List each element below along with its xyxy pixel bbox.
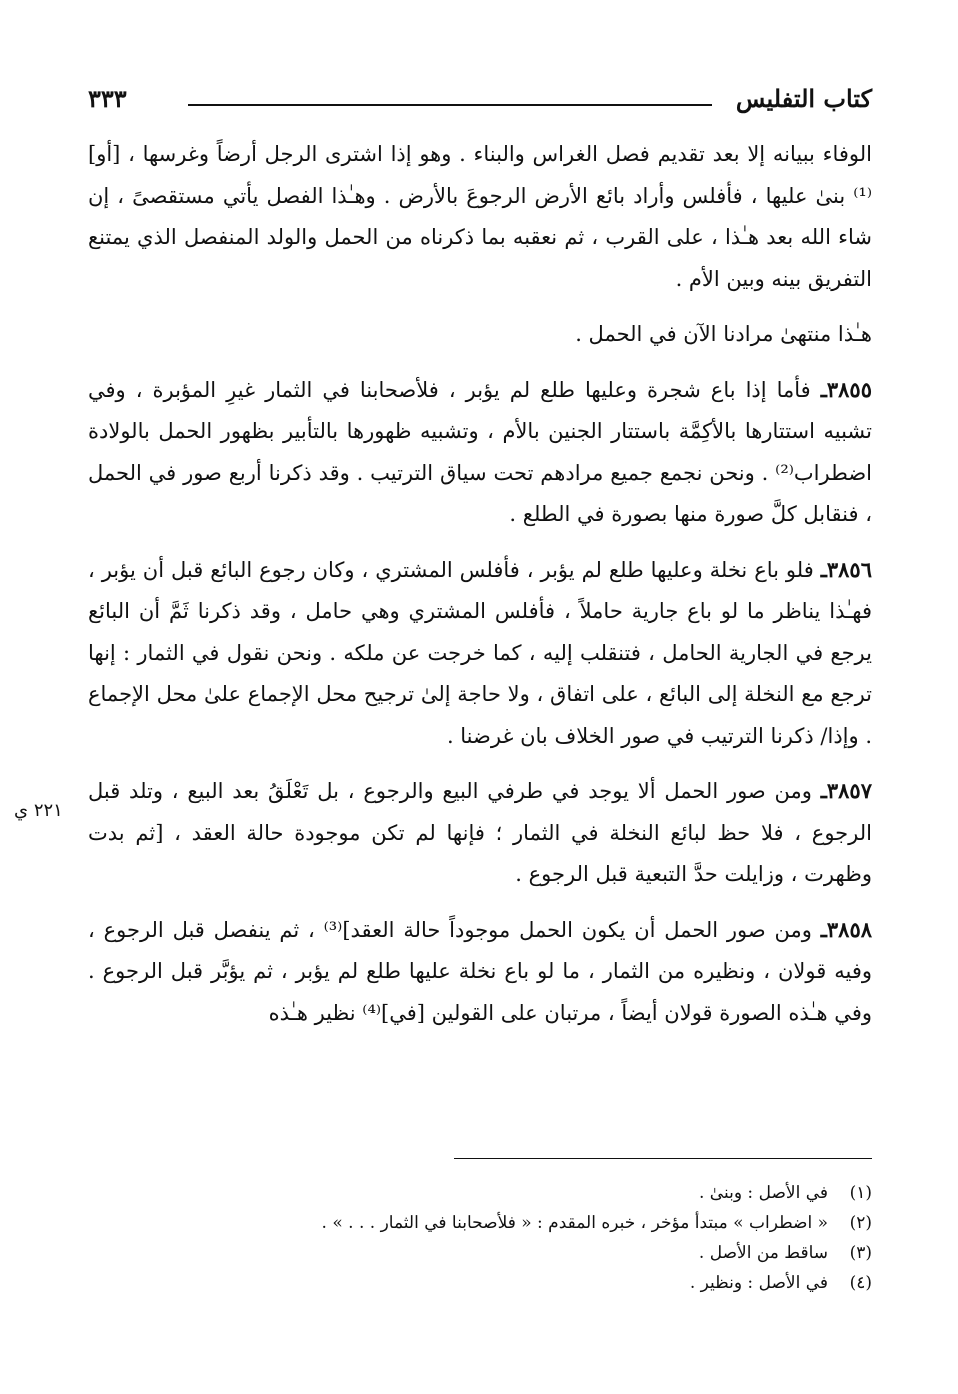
footnote <box>88 1208 872 1238</box>
paragraph <box>88 369 872 536</box>
main-text <box>88 133 872 1034</box>
page-number: ٣٣٣ <box>88 84 127 113</box>
paragraph-text: ومن صور الحمل أن يكون الحمل موجوداً حالة العقد]⁽³⁾ ، ثم ينفصل قبل الرجوع ، وفيه قولان ، ونظيره من الثمار ، ما لو باع نخلة عليها طلع لم يؤبر ، ثم يؤبَّر قبل الرجوع . وفي هـٰذه الصورة قولان أيضاً ، مرتبان على القولين [في]⁽⁴⁾ نظير هـٰذه <box>88 917 872 1025</box>
paragraph <box>88 909 872 1035</box>
book-title: كتاب التفليس <box>735 84 872 113</box>
paragraph <box>88 549 872 758</box>
paragraph <box>88 133 872 300</box>
paragraph-text: هـٰذا منتهىٰ مرادنا الآن في الحمل . <box>575 322 872 346</box>
margin-folio-note: ٢٢١ ي <box>14 800 63 821</box>
footnote-number: (٢) <box>849 1213 872 1233</box>
page-header <box>88 82 872 118</box>
paragraph-text: فأما إذا باع شجرة وعليها طلع لم يؤبر ، فلأصحابنا في الثمار غيرِ المؤبرة ، وفي تشبيه استتارها بالأكِمَّة باستتار الجنين بالأم ، وتشبيه ظهورها بالتأبير بظهور الحمل بالولادة اضطراب⁽²⁾ . ونحن نجمع جميع مرادهم تحت سياق الترتيب . وقد ذكرنا أربع صور في الحمل ، فنقابل كلَّ صورة منها بصورة في الطلع . <box>88 377 872 526</box>
footnote <box>88 1238 872 1268</box>
paragraph <box>88 313 872 356</box>
footnote <box>88 1268 872 1298</box>
footnote-text: في الأصل : وبنىٰ . <box>698 1183 828 1203</box>
footnotes <box>88 1178 872 1298</box>
paragraph-number: ٣٨٥٧ـ <box>820 778 872 803</box>
paragraph <box>88 770 872 896</box>
footnote-number: (٣) <box>849 1243 872 1263</box>
footnote-text: في الأصل : ونظير . <box>689 1273 828 1293</box>
footnote <box>88 1178 872 1208</box>
paragraph-number: ٣٨٥٨ـ <box>820 916 873 942</box>
paragraph-text: ومن صور الحمل ألا يوجد في طرفي البيع والرجوع ، بل تَعْلَقُ بعد البيع ، وتلد قبل الرجوع ، فلا حظ لبائع النخلة في الثمار ؛ فإنها لم تكن موجودة حالة العقد ، [ثم بدت وظهرت ، وزايلت حدَّ التبعية قبل الرجوع . <box>88 779 872 886</box>
paragraph-text: الوفاء ببيانه إلا بعد تقديم فصل الغراس والبناء . وهو إذا اشترى الرجل أرضاً وغرسها ، [أو]⁽¹⁾ بنىٰ عليها ، فأفلس وأراد بائع الأرض الرجوعَ بالأرض . وهـٰذا الفصل يأتي مستقصىً ، إن شاء الله بعد هـٰذا ، على القرب ، ثم نعقبه بما ذكرناه من الحمل والولد المنفصل الذي يمتنع التفريق بينه وبين الأم . <box>88 142 872 291</box>
footnote-number: (٤) <box>849 1273 872 1293</box>
footnote-text: ساقط من الأصل . <box>698 1243 828 1263</box>
paragraph-number: ٣٨٥٦ـ <box>820 556 872 582</box>
footnote-text: « اضطراب » مبتدأ مؤخر ، خبره المقدم : « فلأصحابنا في الثمار . . . » . <box>321 1213 828 1233</box>
footnote-separator <box>454 1158 872 1159</box>
paragraph-number: ٣٨٥٥ـ <box>820 376 872 402</box>
paragraph-text: فلو باع نخلة وعليها طلع لم يؤبر ، فأفلس المشتري ، وكان رجوع البائع قبل أن يؤبر ، فهـٰذا يناظر ما لو باع جارية حاملاً ، فأفلس المشتري وهي حامل ، وقد ذكرنا ثَمَّ أن البائع يرجع في الجارية الحامل ، فتنقلب إليه ، كما خرجت عن ملكه . ونحن نقول في الثمار : إنها ترجع مع النخلة إلى البائع ، على اتفاق ، ولا حاجة إلىٰ ترجيح محل الإجماع علىٰ محل الإجماع . وإذا/ ذكرنا الترتيب في صور الخلاف بان غرضنا . <box>88 557 872 748</box>
header-rule <box>188 104 712 106</box>
footnote-number: (١) <box>849 1183 872 1203</box>
